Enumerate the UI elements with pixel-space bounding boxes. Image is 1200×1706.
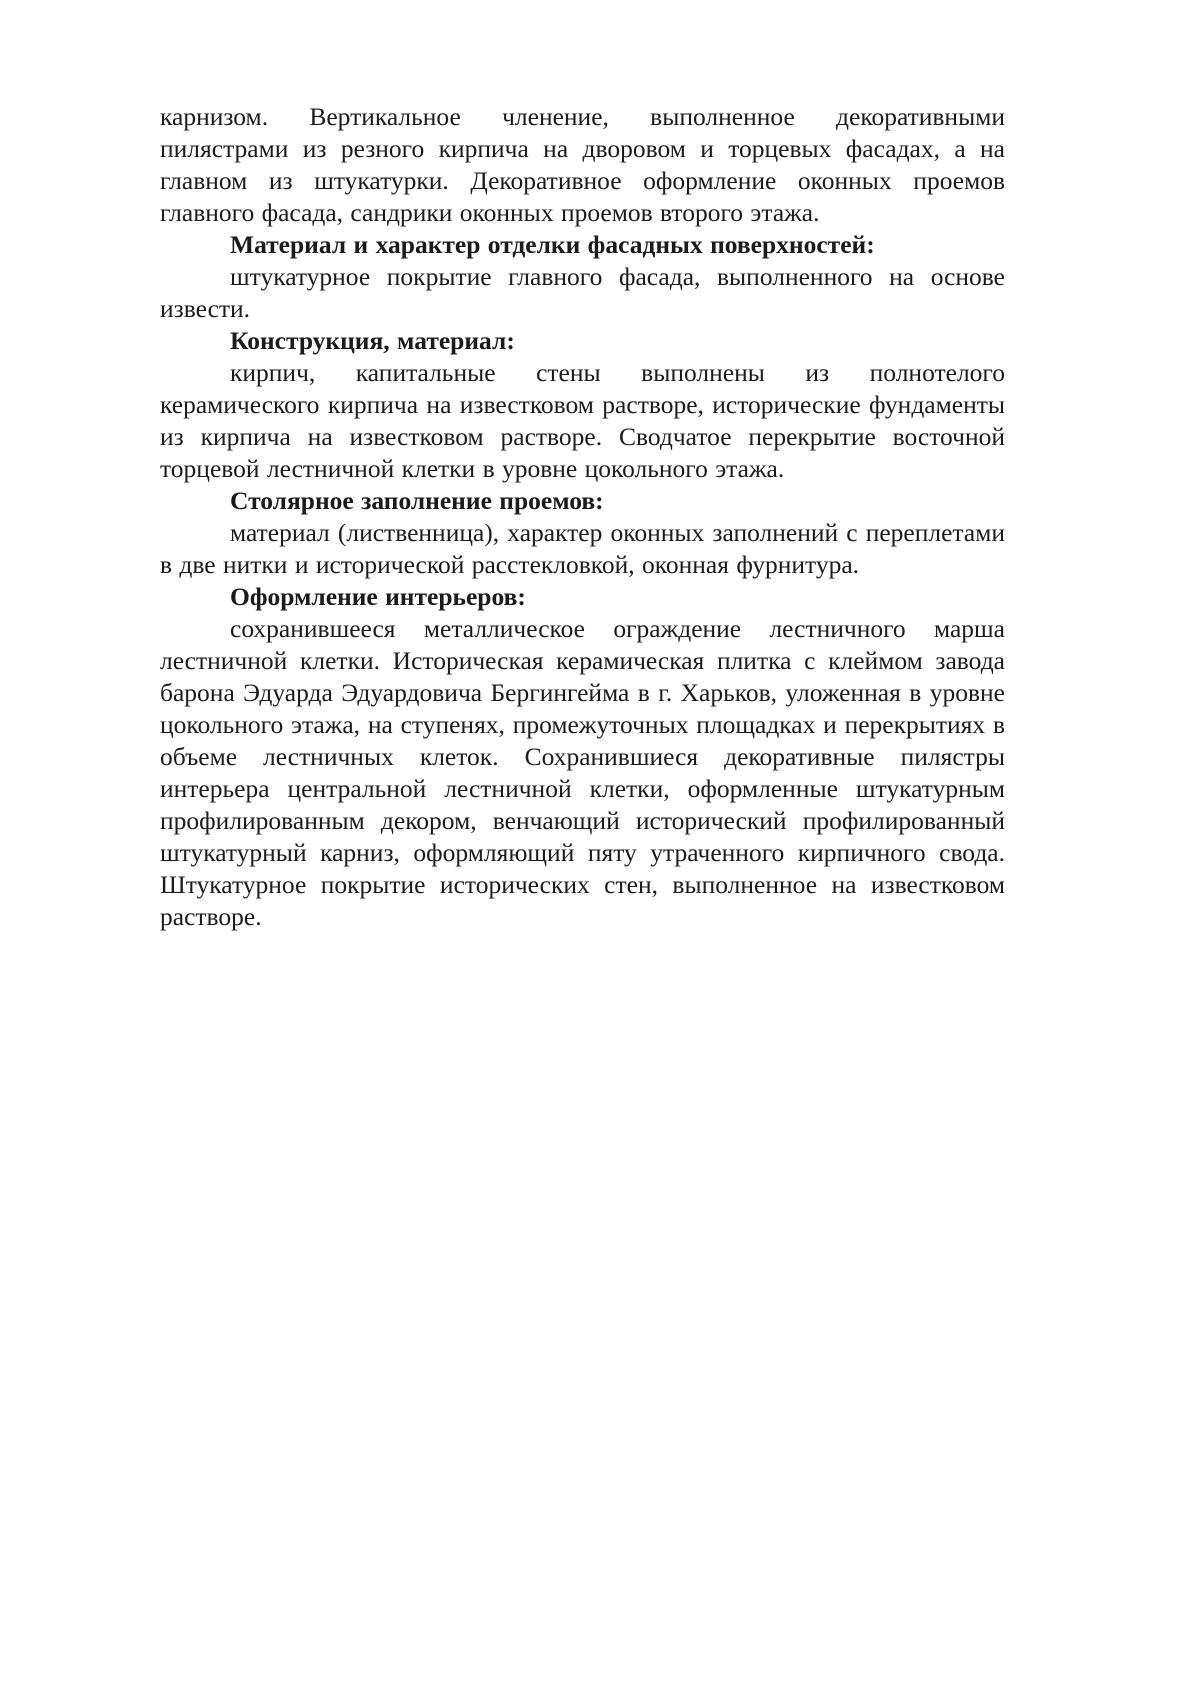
section-heading: Конструкция, материал: bbox=[230, 326, 515, 355]
section-heading: Столярное заполнение проемов: bbox=[230, 486, 604, 515]
paragraph: материал (лиственница), характер оконных заполнений с переплетами в две нитки и исторической расстекловкой, оконная фурнитура. bbox=[160, 518, 1005, 579]
document-body bbox=[160, 101, 1005, 933]
paragraph: сохранившееся металлическое ограждение лестничного марша лестничной клетки. Историческая керамическая плитка с клеймом завода барона Эдуарда Эдуардовича Бергингейма в г. Харьков, уложенная в уровне цокольного этажа, на ступенях, промежуточных площадках и перекрытиях в объеме лестничных клеток. Сохранившиеся декоративные пилястры интерьера центральной лестничной клетки, оформленные штукатурным профилированным декором, венчающий исторический профилированный штукатурный карниз, оформляющий пяту утраченного кирпичного свода. Штукатурное покрытие исторических стен, выполненное на известковом растворе. bbox=[160, 614, 1005, 931]
paragraph: карнизом. Вертикальное членение, выполненное декоративными пилястрами из резного кирпича на дворовом и торцевых фасадах, а на главном из штукатурки. Декоративное оформление оконных проемов главного фасада, сандрики оконных проемов второго этажа. bbox=[160, 102, 1005, 227]
paragraph: кирпич, капитальные стены выполнены из полнотелого керамического кирпича на известковом растворе, исторические фундаменты из кирпича на известковом растворе. Сводчатое перекрытие восточной торцевой лестничной клетки в уровне цокольного этажа. bbox=[160, 358, 1005, 483]
section-heading: Оформление интерьеров: bbox=[230, 582, 526, 611]
section-heading: Материал и характер отделки фасадных поверхностей: bbox=[230, 230, 875, 259]
paragraph: штукатурное покрытие главного фасада, выполненного на основе извести. bbox=[160, 262, 1005, 323]
